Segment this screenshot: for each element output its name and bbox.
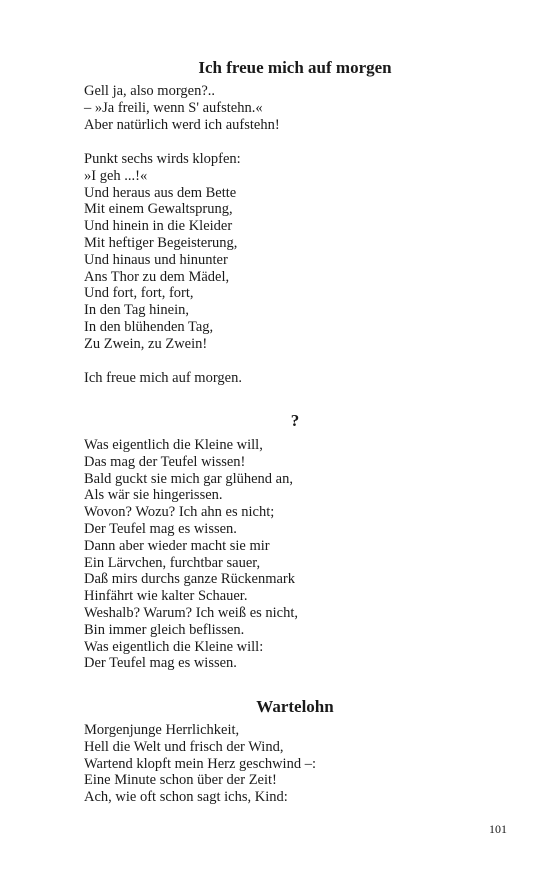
verse-line: In den Tag hinein, [84, 302, 190, 319]
verse-line: Eine Minute schon über der Zeit! [84, 772, 277, 789]
verse-line: Der Teufel mag es wissen. [84, 655, 237, 672]
verse-line: Weshalb? Warum? Ich weiß es nicht, [84, 604, 299, 621]
verse-line: Wovon? Wozu? Ich ahn es nicht; [84, 504, 275, 521]
verse-line: Der Teufel mag es wissen. [84, 520, 237, 537]
stanza [84, 83, 280, 133]
verse-line: Und hinaus und hinunter [84, 251, 228, 268]
verse-line: Daß mirs durchs ganze Rückenmark [84, 571, 295, 588]
verse-line: Was eigentlich die Kleine will, [84, 437, 263, 453]
verse-line: Bald guckt sie mich gar glühend an, [84, 470, 293, 487]
verse-line: Und fort, fort, fort, [84, 285, 194, 302]
verse-line: Gell ja, also morgen?.. [84, 83, 216, 99]
verse-line: Zu Zwein, zu Zwein! [84, 335, 208, 352]
verse-line: – »Ja freili, wenn S' aufstehn.« [84, 99, 263, 116]
verse-line: »I geh ...!« [84, 167, 148, 184]
verse-line: Ein Lärvchen, furchtbar sauer, [84, 554, 261, 571]
verse-line: Ich freue mich auf morgen. [84, 370, 242, 386]
stanza [84, 370, 242, 387]
verse-line: Hinfährt wie kalter Schauer. [84, 588, 248, 605]
verse-line: Dann aber wieder macht sie mir [84, 537, 270, 554]
verse-line: Morgenjunge Herrlichkeit, [84, 722, 240, 738]
verse-line: Und heraus aus dem Bette [84, 184, 237, 201]
verse-line: In den blühenden Tag, [84, 318, 214, 335]
poem-title: Wartelohn [256, 697, 334, 716]
poem-title: Ich freue mich auf morgen [198, 58, 392, 77]
stanza [84, 437, 298, 672]
verse-line: Mit heftiger Begeisterung, [84, 234, 238, 251]
verse-line: Punkt sechs wirds klopfen: [84, 151, 241, 167]
verse-line: Wartend klopft mein Herz geschwind –: [84, 755, 316, 772]
page-number: 101 [489, 822, 507, 836]
poem-title: ? [290, 411, 300, 430]
verse-line: Was eigentlich die Kleine will: [84, 638, 264, 655]
verse-line: Ach, wie oft schon sagt ichs, Kind: [84, 789, 288, 806]
verse-line: Ans Thor zu dem Mädel, [84, 268, 230, 285]
verse-line: Als wär sie hingerissen. [84, 487, 223, 504]
verse-line: Mit einem Gewaltsprung, [84, 201, 233, 218]
verse-line: Und hinein in die Kleider [84, 218, 233, 235]
verse-line: Hell die Welt und frisch der Wind, [84, 738, 284, 755]
stanza [84, 151, 241, 353]
verse-line: Aber natürlich werd ich aufstehn! [84, 116, 280, 133]
verse-line: Bin immer gleich beflissen. [84, 621, 245, 638]
verse-line: Das mag der Teufel wissen! [84, 453, 246, 470]
stanza [84, 722, 316, 806]
